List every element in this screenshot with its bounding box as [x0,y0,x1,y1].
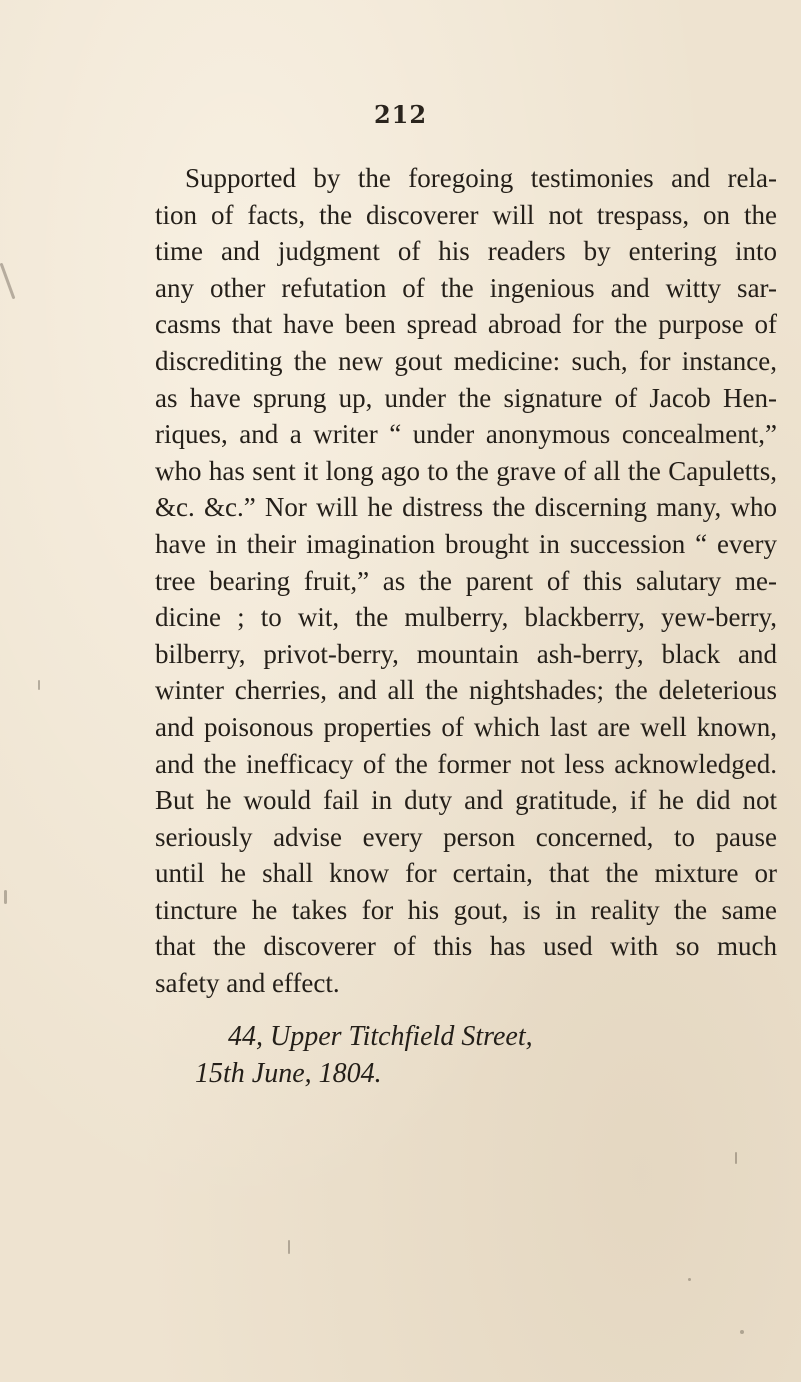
text-line: Supported by the foregoing testimonies and rela- [185,163,777,193]
text-line: dicine ; to wit, the mulberry, blackberry, yew-berry, [155,602,777,633]
paper-speck [4,890,7,904]
text-line: tincture he takes for his gout, is in reality the same [155,894,777,925]
text-line: who has sent it long ago to the grave of all the Capuletts, [155,455,777,486]
text-line: safety and effect. [155,968,340,999]
text-line: that the discoverer of this has used with so much [155,931,777,962]
paper-speck [688,1278,691,1281]
page-number: 212 [373,100,428,129]
text-line: any other refutation of the ingenious and witty sar- [155,272,777,303]
signature-block [195,1018,533,1092]
text-line: discrediting the new gout medicine: such, for instance, [155,345,777,376]
text-line: as have sprung up, under the signature of Jacob Hen- [155,382,777,413]
text-line: bilberry, privot-berry, mountain ash-berry, black and [155,638,777,669]
text-line: winter cherries, and all the nightshades; the deleterious [155,675,777,706]
paper-speck [0,263,15,300]
body-text [155,160,777,1002]
signature-address: 44, Upper Titchfield Street, [228,1021,533,1052]
text-line: riques, and a writer “ under anonymous concealment,” [155,419,777,450]
text-line: tion of facts, the discoverer will not trespass, on the [155,199,777,230]
text-line: and the inefficacy of the former not less acknowledged. [155,748,777,779]
text-line: have in their imagination brought in succession “ every [155,528,777,559]
text-line: tree bearing fruit,” as the parent of this salutary me- [155,565,777,596]
paper-speck [38,680,40,690]
text-line: time and judgment of his readers by entering into [155,236,777,267]
text-line: &c. &c.” Nor will he distress the discerning many, who [155,492,777,523]
paper-speck [288,1240,290,1254]
signature-date: 15th June, 1804. [195,1058,382,1089]
text-line: until he shall know for certain, that the mixture or [155,858,777,889]
text-line: casms that have been spread abroad for the purpose of [155,309,777,340]
paper-speck [735,1152,737,1164]
text-line: and poisonous properties of which last are well known, [155,711,777,742]
text-line: But he would fail in duty and gratitude, if he did not [155,785,777,816]
text-line: seriously advise every person concerned, to pause [155,821,777,852]
paper-speck [740,1330,744,1334]
